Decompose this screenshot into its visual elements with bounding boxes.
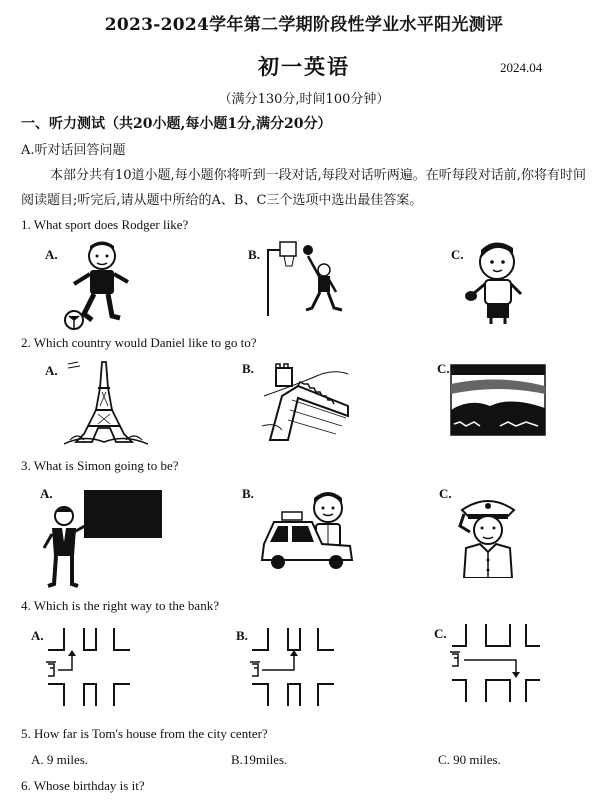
instructions: 本部分共有10道小题,每小题你将听到一段对话,每段对话听两遍。在听每段对话前,你将有时间阅读题目;听完后,请从题中所给的A、B、C三个选项中选出最佳答案。 xyxy=(21,168,586,208)
ping-pong-boy-icon xyxy=(465,240,525,324)
landscape-photo-icon xyxy=(450,364,546,436)
q5-option-c[interactable]: C. 90 miles. xyxy=(438,752,501,767)
teacher-icon xyxy=(40,486,164,590)
exam-date: 2024.04 xyxy=(500,60,543,75)
q1-option-a[interactable]: A. xyxy=(45,247,58,262)
route-map-b-icon xyxy=(248,624,338,708)
eiffel-tower-icon xyxy=(64,358,148,448)
exam-title: 2023-2024学年第二学期阶段性学业水平阳光测评 xyxy=(104,15,504,35)
route-map-a-icon xyxy=(44,624,134,708)
route-map-c-icon xyxy=(448,620,544,704)
q5-option-b[interactable]: B.19miles. xyxy=(231,752,288,767)
part-a-heading: A.听对话回答问题 xyxy=(21,143,126,158)
q3-option-b[interactable]: B. xyxy=(242,486,254,501)
great-wall-icon xyxy=(262,356,350,442)
q2-option-b[interactable]: B. xyxy=(242,361,254,376)
taxi-driver-icon xyxy=(258,486,356,570)
basketball-player-icon xyxy=(262,240,346,318)
question-3: 3. What is Simon going to be? xyxy=(21,458,179,473)
soccer-boy-icon xyxy=(62,240,138,332)
q1-option-c[interactable]: C. xyxy=(451,247,464,262)
q4-option-a[interactable]: A. xyxy=(31,628,44,643)
police-officer-icon xyxy=(456,492,520,578)
question-6: 6. Whose birthday is it? xyxy=(21,778,145,793)
q4-option-c[interactable]: C. xyxy=(434,626,447,641)
subject-title: 初一英语 xyxy=(258,54,350,79)
q4-option-b[interactable]: B. xyxy=(236,628,248,643)
q2-option-a[interactable]: A. xyxy=(45,363,58,378)
question-1: 1. What sport does Rodger like? xyxy=(21,217,189,232)
question-4: 4. Which is the right way to the bank? xyxy=(21,598,219,613)
question-5: 5. How far is Tom's house from the city center? xyxy=(21,726,268,741)
score-info: （满分130分,时间100分钟） xyxy=(218,92,390,107)
q3-option-c[interactable]: C. xyxy=(439,486,452,501)
q3-option-a[interactable]: A. xyxy=(40,486,53,501)
section-heading: 一、听力测试（共20小题,每小题1分,满分20分） xyxy=(21,116,332,132)
q1-option-b[interactable]: B. xyxy=(248,247,260,262)
q2-option-c[interactable]: C. xyxy=(437,361,450,376)
question-2: 2. Which country would Daniel like to go to? xyxy=(21,335,257,350)
q5-option-a[interactable]: A. 9 miles. xyxy=(31,752,89,767)
